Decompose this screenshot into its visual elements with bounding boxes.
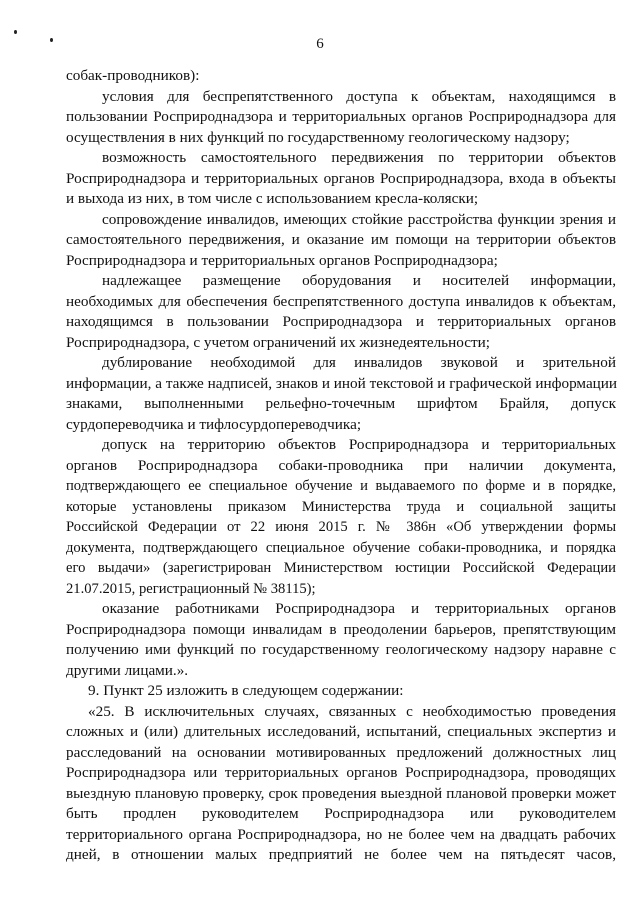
text-line: сурдопереводчика и тифлосурдопереводчика; [66, 415, 362, 433]
text-line: надлежащее размещение оборудования и носителей информации, [102, 272, 616, 289]
paragraph [66, 87, 616, 149]
text-line: дублирование необходимой для инвалидов звуковой и зрительной [102, 354, 616, 371]
text-line: дней, в отношении малых предприятий не более чем на пятьдесят часов, [66, 846, 616, 863]
scan-speck-mark [14, 30, 17, 34]
text-line: расследований на основании мотивированных предложений должностных лиц [66, 743, 616, 761]
paragraph [66, 353, 616, 435]
paragraph [66, 148, 616, 210]
text-line: Росприроднадзора помощи инвалидам в преодолении барьеров, препятствующим [66, 620, 616, 638]
text-line: знаками, выполненными рельефно-точечным шрифтом Брайля, допуск [66, 395, 616, 412]
text-line: его выдачи» (зарегистрирован Министерством юстиции Российской Федерации [66, 560, 616, 576]
text-line: которые установлены приказом Министерства труда и социальной защиты [66, 498, 616, 515]
text-line: осуществления в них функций по государственному геологическому надзору; [66, 128, 570, 146]
document-body [66, 66, 616, 866]
text-line: Росприроднадзора, с учетом ограничений их жизнедеятельности; [66, 333, 490, 351]
text-line: Росприроднадзора и территориальных органов Росприроднадзора, входа в объекты [66, 169, 616, 187]
text-line: подтверждающего ее специальное обучение и выдаваемого по форме и в порядке, [66, 478, 616, 494]
paragraph [66, 599, 616, 681]
text-line: возможность самостоятельного передвижения по территории объектов [102, 149, 616, 166]
text-line: собак-проводников): [66, 67, 200, 84]
text-line: получению ими функций по государственному геологическому надзору наравне с [66, 641, 616, 658]
text-line: 21.07.2015, регистрационный № 38115); [66, 580, 316, 597]
text-line: условия для беспрепятственного доступа к объектам, находящимся в [102, 87, 616, 105]
text-line: пользовании Росприроднадзора и территориальных органов Росприроднадзора для [66, 108, 616, 125]
paragraph [66, 435, 616, 599]
text-line: сложных и (или) длительных исследований, испытаний, специальных экспертиз и [66, 723, 616, 740]
text-line: территориального органа Росприроднадзора, но не более чем на двадцать рабочих [66, 825, 616, 843]
text-line: сопровождение инвалидов, имеющих стойкие расстройства функции зрения и [102, 210, 616, 228]
text-line: самостоятельного передвижения, и оказание им помощи на территории объектов [66, 231, 616, 248]
text-line: другими лицами.». [66, 661, 189, 679]
text-line: выездную плановую проверку, срок проведения выездной плановой проверки может [66, 784, 616, 802]
text-line: и выхода из них, в том числе с использованием кресла-коляски; [66, 190, 479, 207]
text-line: оказание работниками Росприроднадзора и территориальных органов [102, 600, 616, 617]
text-line: допуск на территорию объектов Росприроднадзора и территориальных [102, 436, 616, 453]
text-line: 9. Пункт 25 изложить в следующем содержании: [88, 682, 404, 699]
text-line: быть продлен руководителем Росприроднадзора или руководителем [66, 805, 616, 822]
text-line: Росприроднадзора и территориальных органов Росприроднадзора; [66, 251, 498, 269]
text-line: «25. В исключительных случаях, связанных с необходимостью проведения [88, 702, 616, 720]
paragraph [66, 271, 616, 353]
paragraph [66, 66, 616, 87]
text-line: Российской Федерации от 22 июня 2015 г. № 386н «Об утверждении формы [66, 519, 616, 535]
text-line: необходимых для обеспечения беспрепятственного доступа инвалидов к объектам, [66, 292, 616, 310]
text-line: Росприроднадзора или территориальных органов Росприроднадзора, проводящих [66, 764, 616, 781]
text-line: информации, а также надписей, знаков и иной текстовой и графической информации [66, 374, 618, 392]
text-line: находящимся в пользовании Росприроднадзора и территориальных органов [66, 313, 616, 330]
page-number: 6 [316, 36, 324, 52]
paragraph [66, 210, 616, 272]
text-line: документа, подтверждающего специальное обучение собаки-проводника, и порядка [66, 539, 616, 556]
text-line: органов Росприроднадзора собаки-проводника при наличии документа, [66, 456, 616, 474]
paragraph [66, 681, 616, 702]
paragraph [66, 702, 616, 866]
